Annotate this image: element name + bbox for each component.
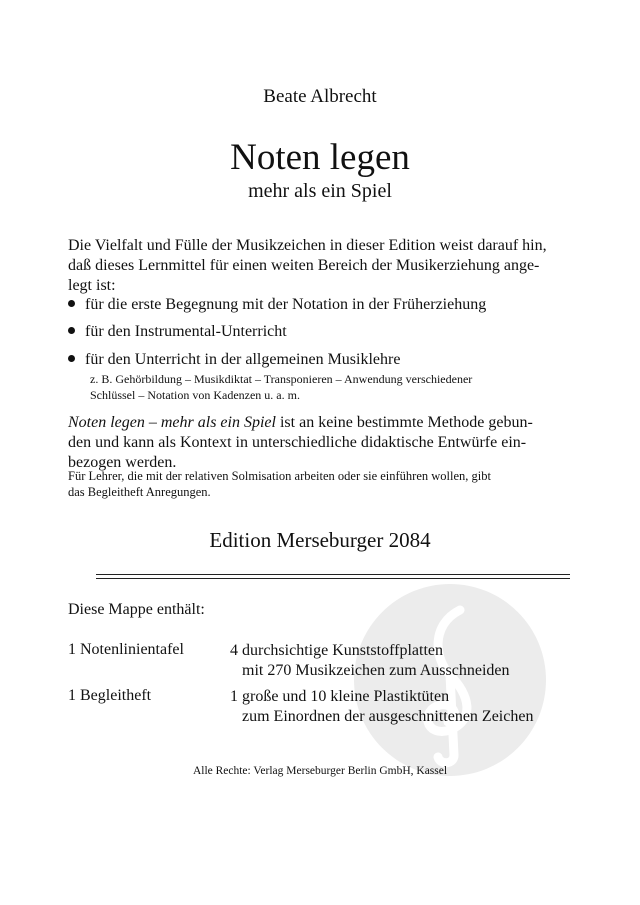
contents-item-desc bbox=[230, 641, 560, 681]
list-item-text: für den Unterricht in der allgemeinen Musiklehre bbox=[85, 351, 401, 368]
page-title: Noten legen bbox=[230, 137, 410, 178]
contents-item-desc-line: 4 durchsichtige Kunststoffplatten bbox=[230, 642, 443, 659]
sub-note-line: z. B. Gehörbildung – Musikdiktat – Transponieren – Anwendung verschiedener bbox=[90, 372, 473, 386]
list-item bbox=[68, 322, 573, 342]
list-item bbox=[68, 350, 573, 370]
method-emphasis: Noten legen – mehr als ein Spiel bbox=[68, 414, 276, 431]
list-item-text: für die erste Begegnung mit der Notation in der Früherziehung bbox=[85, 296, 487, 313]
intro-line: Die Vielfalt und Fülle der Musikzeichen in dieser Edition weist darauf hin, bbox=[68, 237, 547, 254]
bullet-icon bbox=[68, 327, 75, 334]
method-line: bezogen werden. bbox=[68, 454, 177, 471]
divider bbox=[96, 578, 570, 579]
divider bbox=[96, 574, 570, 575]
contents-item-desc-line: 1 große und 10 kleine Plastiktüten bbox=[230, 688, 450, 705]
teachers-note bbox=[68, 468, 573, 500]
method-paragraph bbox=[68, 413, 573, 473]
contents-item-desc-line: zum Einordnen der ausgeschnittenen Zeichen bbox=[242, 708, 534, 725]
contents-item-name: 1 Notenlinientafel bbox=[68, 641, 184, 658]
list-item bbox=[68, 295, 573, 315]
contents-label: Diese Mappe enthält: bbox=[68, 601, 205, 618]
contents-item-desc-line: mit 270 Musikzeichen zum Ausschneiden bbox=[242, 662, 510, 679]
sub-note-line: Schlüssel – Notation von Kadenzen u. a. m. bbox=[90, 388, 300, 402]
list-item-text: für den Instrumental-Unterricht bbox=[85, 323, 287, 340]
subtitle: mehr als ein Spiel bbox=[248, 180, 392, 202]
method-line: den und kann als Kontext in unterschiedliche didaktische Entwürfe ein- bbox=[68, 434, 527, 451]
edition-heading: Edition Merseburger 2084 bbox=[209, 528, 431, 552]
method-line bbox=[68, 413, 573, 433]
intro-line: legt ist: bbox=[68, 277, 116, 294]
contents-item-name: 1 Begleitheft bbox=[68, 687, 152, 704]
author-name: Beate Albrecht bbox=[263, 86, 377, 107]
method-line-rest: ist an keine bestimmte Methode gebun- bbox=[275, 414, 533, 431]
intro-paragraph bbox=[68, 236, 573, 296]
teachers-note-line: das Begleitheft Anregungen. bbox=[68, 485, 211, 499]
teachers-note-line: Für Lehrer, die mit der relativen Solmisation arbeiten oder sie einführen wollen, gibt bbox=[68, 469, 491, 483]
sub-note bbox=[90, 371, 573, 403]
intro-line: daß dieses Lernmittel für einen weiten Bereich der Musikerziehung ange- bbox=[68, 257, 540, 274]
rights-notice: Alle Rechte: Verlag Merseburger Berlin GmbH, Kassel bbox=[192, 765, 448, 777]
contents-item-desc bbox=[230, 687, 560, 727]
bullet-icon bbox=[68, 355, 75, 362]
bullet-icon bbox=[68, 300, 75, 307]
